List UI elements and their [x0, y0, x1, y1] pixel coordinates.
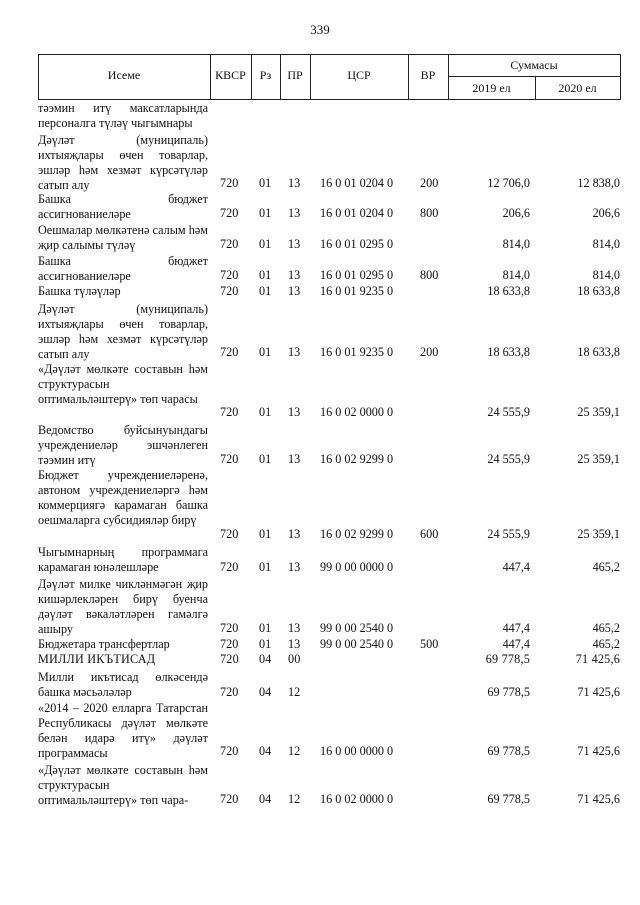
row-pr: 12 [288, 792, 301, 806]
row-sum-2019: 206,6 [502, 206, 530, 220]
header-vr: ВР [420, 68, 436, 82]
row-sum-2019: 24 555,9 [487, 527, 530, 541]
row-name: Милли икътисад өлкәсендә башка мәсьәләләр [38, 670, 208, 699]
page-number: 339 [310, 22, 330, 37]
row-pr: 13 [288, 452, 301, 466]
row-rz: 04 [259, 685, 272, 699]
row-kvsr: 720 [220, 527, 239, 541]
row-rz: 01 [259, 621, 272, 635]
row-pr: 12 [288, 685, 301, 699]
row-sum-2020: 206,6 [592, 206, 620, 220]
row-csr: 16 0 01 9235 0 [320, 284, 394, 298]
row-rz: 04 [259, 744, 272, 758]
row-name: «2014 – 2020 елларга Татарстан Республикасы дәүләт мөлкәте белән идарә итү» дәүләт программасы [38, 701, 208, 760]
row-sum-2020: 71 425,6 [577, 685, 620, 699]
row-csr: 99 0 00 2540 0 [320, 637, 394, 651]
row-kvsr: 720 [220, 268, 239, 282]
row-sum-2019: 447,4 [502, 560, 530, 574]
row-rz: 01 [259, 452, 272, 466]
row-rz: 01 [259, 637, 272, 651]
row-vr: 500 [420, 637, 439, 651]
row-kvsr: 720 [220, 284, 239, 298]
row-csr: 16 0 02 9299 0 [320, 452, 394, 466]
row-pr: 13 [288, 637, 301, 651]
row-pr: 13 [288, 268, 301, 282]
row-sum-2019: 24 555,9 [487, 405, 530, 419]
row-name: Ведомство буйсынуындагы учреждениеләр эшчәнлеген тәэмин итү [38, 423, 208, 467]
row-vr: 600 [420, 527, 439, 541]
row-csr: 16 0 02 0000 0 [320, 792, 394, 806]
row-sum-2019: 12 706,0 [487, 176, 530, 190]
row-sum-2019: 18 633,8 [487, 345, 530, 359]
table-row [38, 763, 620, 807]
row-name: Бюджет учреждениеләренә, автоном учреждениеләргә һәм коммерциягә карамаган башка оешмаларга субсидияләр бирү [38, 468, 208, 527]
row-kvsr: 720 [220, 652, 239, 666]
row-sum-2020: 71 425,6 [577, 792, 620, 806]
row-vr: 800 [420, 268, 439, 282]
row-rz: 01 [259, 527, 272, 541]
row-sum-2020: 814,0 [592, 237, 620, 251]
row-csr: 16 0 02 9299 0 [320, 527, 394, 541]
row-sum-2019: 18 633,8 [487, 284, 530, 298]
row-sum-2020: 25 359,1 [577, 527, 620, 541]
row-vr: 200 [420, 345, 439, 359]
row-rz: 01 [259, 206, 272, 220]
row-pr: 13 [288, 560, 301, 574]
row-kvsr: 720 [220, 237, 239, 251]
row-name: Башка түләүләр [38, 284, 121, 298]
row-sum-2020: 71 425,6 [575, 652, 620, 666]
row-pr: 12 [288, 744, 301, 758]
row-pr: 13 [288, 621, 301, 635]
row-sum-2019: 69 778,5 [487, 792, 530, 806]
header-border-right [620, 54, 621, 100]
table-row [38, 302, 620, 360]
row-pr: 13 [288, 405, 301, 419]
row-kvsr: 720 [220, 206, 239, 220]
row-kvsr: 720 [220, 452, 239, 466]
row-csr: 16 0 00 0000 0 [320, 744, 394, 758]
row-pr: 13 [288, 237, 301, 251]
row-name: тәэмин итү максатларында персоналга түләү чыгымнары [38, 101, 208, 130]
row-sum-2020: 465,2 [592, 637, 620, 651]
row-sum-2019: 69 778,5 [487, 685, 530, 699]
row-pr: 13 [288, 284, 301, 298]
row-rz: 01 [259, 268, 272, 282]
row-rz: 01 [259, 284, 272, 298]
row-name: Чыгымнарның программага карамаган юнәлешләре [38, 545, 208, 574]
row-sum-2019: 24 555,9 [487, 452, 530, 466]
row-csr: 99 0 00 2540 0 [320, 621, 394, 635]
row-csr: 16 0 01 0204 0 [320, 206, 394, 220]
header-year-2019: 2019 ел [472, 81, 511, 95]
header-sums: Суммасы [510, 58, 558, 72]
row-rz: 01 [259, 405, 272, 419]
row-kvsr: 720 [220, 744, 239, 758]
row-csr: 16 0 01 9235 0 [320, 345, 394, 359]
header-rz: Рз [259, 68, 272, 82]
row-rz: 04 [259, 652, 272, 666]
header-pr: ПР [287, 68, 303, 82]
table-row [38, 254, 620, 283]
row-sum-2020: 12 838,0 [577, 176, 620, 190]
row-name: «Дәүләт мөлкәте составын һәм структурасын оптимальләштерү» төп чара- [38, 763, 208, 807]
row-kvsr: 720 [220, 560, 239, 574]
header-sums-divider [448, 76, 620, 77]
row-rz: 04 [259, 792, 272, 806]
row-csr: 99 0 00 0000 0 [320, 560, 394, 574]
row-csr: 16 0 01 0295 0 [320, 237, 394, 251]
row-sum-2020: 18 633,8 [577, 284, 620, 298]
row-name: «Дәүләт мөлкәте составын һәм структурасын оптимальләштерү» төп чарасы [38, 362, 208, 406]
table-row [38, 223, 620, 252]
row-kvsr: 720 [220, 176, 239, 190]
row-name: Бюджетара трансфертлар [38, 637, 170, 651]
table-row [38, 468, 620, 542]
row-sum-2019: 447,4 [502, 621, 530, 635]
row-pr: 13 [288, 345, 301, 359]
table-row [38, 133, 620, 191]
table-row [38, 577, 620, 636]
table-row [38, 362, 620, 420]
row-sum-2020: 18 633,8 [577, 345, 620, 359]
table-row [38, 652, 620, 667]
table-row [38, 701, 620, 759]
row-kvsr: 720 [220, 685, 239, 699]
row-kvsr: 720 [220, 637, 239, 651]
row-name: Дәүләт (муниципаль) ихтыяҗлары өчен товарлар, эшләр һәм хезмәт күрсәтүләр сатып алу [38, 302, 208, 361]
header-name: Исеме [107, 68, 141, 82]
row-name: Оешмалар мөлкәтенә салым һәм җир салымы түләү [38, 223, 208, 252]
row-rz: 01 [259, 176, 272, 190]
table-header [38, 54, 620, 100]
row-sum-2019: 69 778,5 [485, 652, 530, 666]
row-csr: 16 0 01 0295 0 [320, 268, 394, 282]
row-sum-2019: 69 778,5 [487, 744, 530, 758]
row-rz: 01 [259, 237, 272, 251]
row-name: Дәүләт милке чикләнмәгән җир кишәрлекләрен бирү буенча дәүләт вәкаләтләрен гамәлгә ашыру [38, 577, 208, 636]
row-vr: 800 [420, 206, 439, 220]
row-rz: 01 [259, 560, 272, 574]
row-csr: 16 0 01 0204 0 [320, 176, 394, 190]
row-sum-2019: 814,0 [502, 268, 530, 282]
row-sum-2020: 25 359,1 [577, 452, 620, 466]
row-kvsr: 720 [220, 621, 239, 635]
table-row [38, 101, 620, 131]
row-sum-2020: 465,2 [592, 621, 620, 635]
row-sum-2020: 71 425,6 [577, 744, 620, 758]
row-name: Башка бюджет ассигнованиеләре [38, 192, 208, 221]
row-sum-2020: 465,2 [592, 560, 620, 574]
row-vr: 200 [420, 176, 439, 190]
table-row [38, 423, 620, 467]
row-pr: 13 [288, 206, 301, 220]
row-kvsr: 720 [220, 792, 239, 806]
row-pr: 00 [288, 652, 301, 666]
row-name: Дәүләт (муниципаль) ихтыяҗлары өчен товарлар, эшләр һәм хезмәт күрсәтүләр сатып алу [38, 133, 208, 192]
row-csr: 16 0 02 0000 0 [320, 405, 394, 419]
header-bottom-border [38, 99, 620, 100]
row-sum-2019: 447,4 [502, 637, 530, 651]
row-pr: 13 [288, 176, 301, 190]
row-kvsr: 720 [220, 345, 239, 359]
row-rz: 01 [259, 345, 272, 359]
row-kvsr: 720 [220, 405, 239, 419]
row-sum-2020: 25 359,1 [577, 405, 620, 419]
table-row [38, 545, 620, 575]
header-year-2020: 2020 ел [558, 81, 597, 95]
header-top-border [38, 54, 620, 55]
row-sum-2019: 814,0 [502, 237, 530, 251]
table-row [38, 637, 620, 652]
row-name: Башка бюджет ассигнованиеләре [38, 254, 208, 283]
row-name: МИЛЛИ ИКЪТИСАД [38, 652, 156, 666]
table-row [38, 670, 620, 700]
header-csr: ЦСР [347, 68, 371, 82]
header-kvsr: КВСР [215, 68, 246, 82]
table-row [38, 192, 620, 221]
table-row [38, 284, 620, 299]
row-pr: 13 [288, 527, 301, 541]
row-sum-2020: 814,0 [592, 268, 620, 282]
